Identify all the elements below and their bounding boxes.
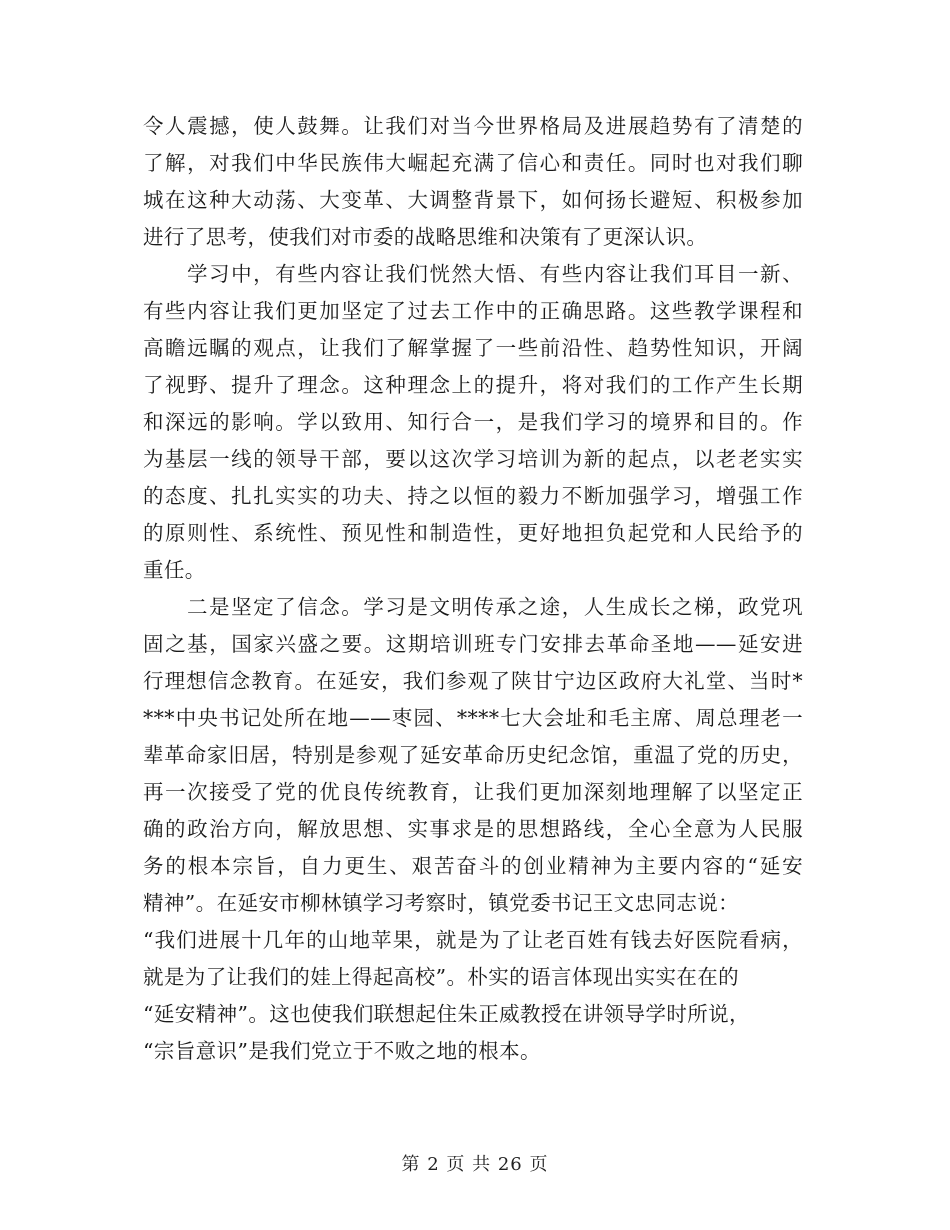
text-line: 精神”。在延安市柳林镇学习考察时，镇党委书记王文忠同志说：	[143, 891, 740, 915]
text-line: 固之基，国家兴盛之要。这期培训班专门安排去革命圣地——延安进	[143, 632, 803, 656]
text-line: ***中央书记处所在地——枣园、****七大会址和毛主席、周总理老一	[143, 706, 803, 730]
text-line: “延安精神”。这也使我们联想起住朱正威教授在讲领导学时所说，	[143, 1002, 750, 1026]
text-line: “宗旨意识”是我们党立于不败之地的根本。	[143, 1039, 541, 1063]
text-line: 行理想信念教育。在延安，我们参观了陕甘宁边区政府大礼堂、当时*	[143, 669, 803, 693]
document-body	[143, 108, 803, 1070]
text-line: 务的根本宗旨，自力更生、艰苦奋斗的创业精神为主要内容的“延安	[143, 854, 803, 878]
paragraph-first-line: 学习中，有些内容让我们恍然大悟、有些内容让我们耳目一新、	[187, 262, 803, 286]
text-line: 就是为了让我们的娃上得起高校”。朴实的语言体现出实实在在的	[143, 965, 740, 989]
text-line: 进行了思考，使我们对市委的战略思维和决策有了更深认识。	[143, 225, 708, 249]
text-line: 辈革命家旧居，特别是参观了延安革命历史纪念馆，重温了党的历史，	[143, 743, 803, 767]
text-line: 确的政治方向，解放思想、实事求是的思想路线，全心全意为人民服	[143, 817, 803, 841]
text-line: 令人震撼，使人鼓舞。让我们对当今世界格局及进展趋势有了清楚的	[143, 114, 803, 138]
text-line: 的态度、扎扎实实的功夫、持之以恒的毅力不断加强学习，增强工作	[143, 484, 803, 508]
page-number-footer: 第 2 页 共 26 页	[401, 1154, 549, 1175]
text-line: 高瞻远瞩的观点，让我们了解掌握了一些前沿性、趋势性知识，开阔	[143, 336, 803, 360]
text-line: 重任。	[143, 558, 206, 582]
text-line: 有些内容让我们更加坚定了过去工作中的正确思路。这些教学课程和	[143, 299, 803, 323]
text-line: 了视野、提升了理念。这种理念上的提升，将对我们的工作产生长期	[143, 373, 803, 397]
paragraph-first-line: 二是坚定了信念。学习是文明传承之途，人生成长之梯，政党巩	[187, 595, 803, 619]
text-line: 再一次接受了党的优良传统教育，让我们更加深刻地理解了以坚定正	[143, 780, 803, 804]
text-line: “我们进展十几年的山地苹果，就是为了让老百姓有钱去好医院看病，	[143, 928, 803, 952]
text-line: 为基层一线的领导干部，要以这次学习培训为新的起点，以老老实实	[143, 447, 803, 471]
text-line: 的原则性、系统性、预见性和制造性，更好地担负起党和人民给予的	[143, 521, 803, 545]
text-line: 了解，对我们中华民族伟大崛起充满了信心和责任。同时也对我们聊	[143, 151, 803, 175]
text-line: 和深远的影响。学以致用、知行合一，是我们学习的境界和目的。作	[143, 410, 803, 434]
text-line: 城在这种大动荡、大变革、大调整背景下，如何扬长避短、积极参加	[143, 188, 803, 212]
